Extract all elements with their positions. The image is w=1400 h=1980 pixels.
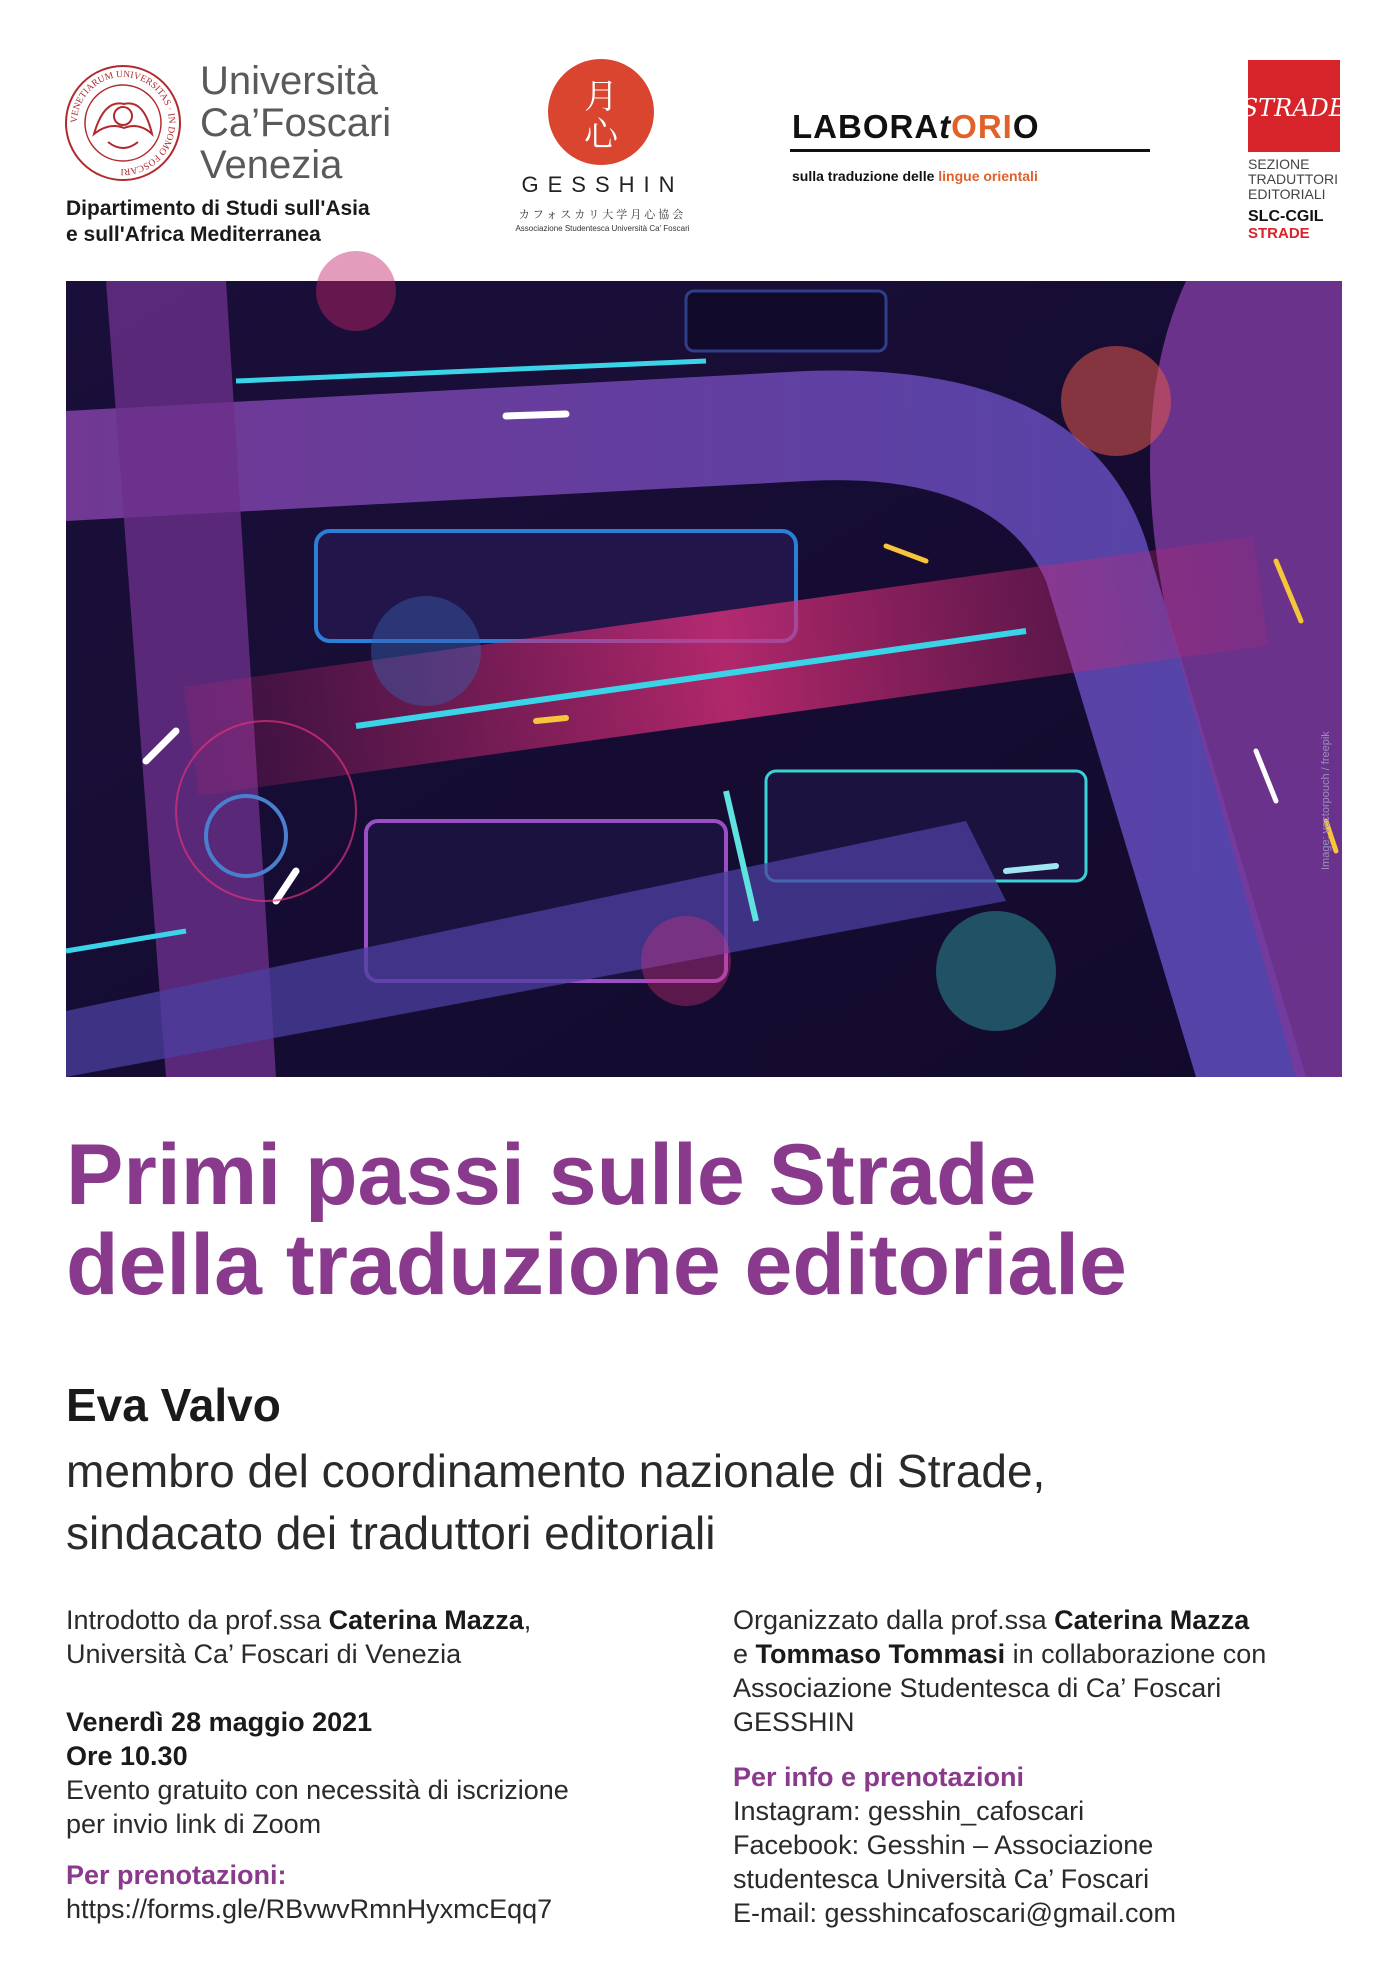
unive-seal-logo	[64, 64, 182, 182]
gesshin-sub-jp: カフォスカリ大学月心協会	[518, 209, 687, 221]
gesshin-logo	[547, 58, 655, 166]
facebook-contact[interactable]: Facebook: Gesshin – Associazione	[733, 1830, 1154, 1860]
booking-link[interactable]: https://forms.gle/RBvwvRmnHyxmcEqq7	[66, 1894, 553, 1924]
gesshin-sub-it: Associazione Studentesca Università Ca' Foscari	[515, 224, 690, 233]
booking-section	[66, 1858, 706, 1926]
laboratorio-subtitle: sulla traduzione delle lingue orientali	[792, 168, 1038, 184]
event-title: Primi passi sulle Strade della traduzione editoriale	[66, 1127, 1127, 1313]
organizers-text: Organizzato dalla prof.ssa Caterina Mazza e Tommaso Tommasi in collaborazione con Associazione Studentesca di Ca’ Foscari GESSHIN	[733, 1605, 1267, 1737]
event-date-time: Venerdì 28 maggio 2021 Ore 10.30 Evento gratuito con necessità di iscrizione per invio link di Zoom	[66, 1707, 569, 1839]
strade-logo	[1241, 60, 1347, 152]
gesshin-kanji-moon: 月	[584, 77, 618, 117]
event-date: Venerdì 28 maggio 2021	[66, 1707, 373, 1737]
speaker-name: Eva Valvo	[66, 1379, 281, 1431]
info-heading: Per info e prenotazioni	[733, 1762, 1025, 1792]
strade-section-text: SEZIONE TRADUTTORI EDITORIALI	[1248, 156, 1338, 202]
strade-logo-text: STRADE	[1241, 94, 1347, 122]
booking-heading: Per prenotazioni:	[66, 1860, 287, 1890]
seal-text: VENETIARUM UNIVERSITAS · IN DOMO FOSCARI	[69, 69, 177, 177]
svg-text:VENETIARUM UNIVERSITAS · IN DO	[70, 70, 176, 176]
introduction-text: Introdotto da prof.ssa Caterina Mazza, Università Ca’ Foscari di Venezia	[66, 1605, 532, 1669]
department-name: Dipartimento di Studi sull'Asia e sull'Africa Mediterranea	[66, 197, 370, 246]
gesshin-name: GESSHIN	[521, 172, 684, 197]
slc-cgil-sub: STRADE	[1248, 225, 1310, 242]
laboratorio-title: LABORAtORIO	[792, 108, 1040, 145]
gesshin-kanji-heart: 心	[584, 115, 618, 155]
event-time: Ore 10.30	[66, 1741, 188, 1771]
info-section	[733, 1760, 1373, 1930]
laboratorio-rule	[790, 149, 1150, 152]
unive-name: Università Ca’Foscari Venezia	[200, 59, 392, 187]
speaker-role: membro del coordinamento nazionale di Strade, sindacato dei traduttori editoriali	[66, 1445, 1046, 1559]
slc-cgil-label: SLC-CGIL	[1248, 208, 1324, 225]
facebook-contact-cont: studentesca Università Ca’ Foscari	[733, 1864, 1150, 1894]
image-credit: Image: vectorpouch / freepik	[1320, 731, 1332, 870]
instagram-contact[interactable]: Instagram: gesshin_cafoscari	[733, 1796, 1085, 1826]
hero-illustration	[66, 281, 1342, 1077]
email-contact[interactable]: E-mail: gesshincafoscari@gmail.com	[733, 1898, 1177, 1928]
